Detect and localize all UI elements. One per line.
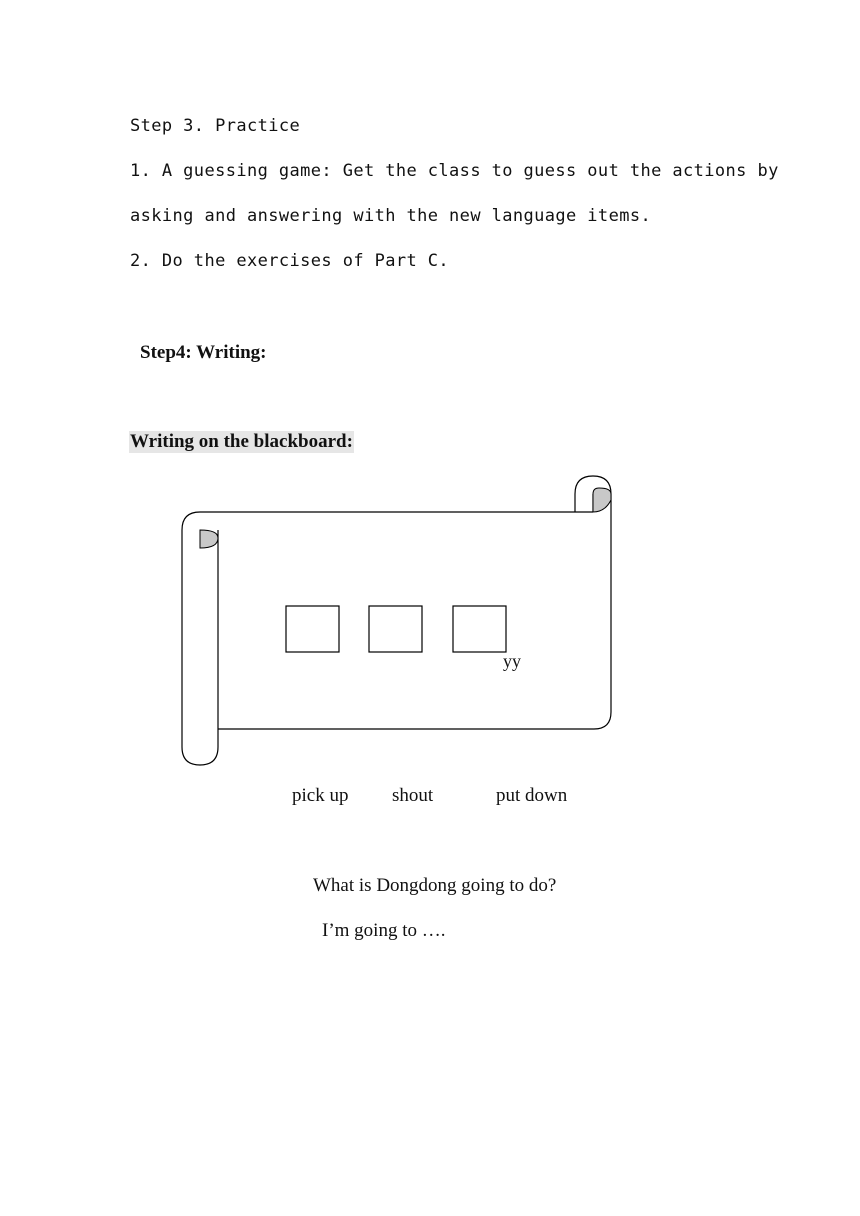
blackboard-heading: Writing on the blackboard: (130, 431, 353, 452)
blank-box-2 (369, 606, 422, 652)
step3-title: Step 3. Practice (130, 116, 301, 136)
step3-item1-line2: asking and answering with the new language items. (130, 206, 652, 226)
blank-box-3 (453, 606, 506, 652)
word-put-down: put down (496, 785, 568, 806)
blank-box-1 (286, 606, 339, 652)
word-pick-up: pick up (292, 785, 349, 806)
word-shout: shout (392, 785, 434, 806)
step3-item1-line1: 1. A guessing game: Get the class to guess out the actions by (130, 161, 779, 181)
box-note: yy (503, 651, 521, 671)
step4-title: Step4: Writing: (140, 342, 267, 363)
step3-item2: 2. Do the exercises of Part C. (130, 251, 450, 271)
question-text: What is Dongdong going to do? (313, 875, 557, 896)
answer-text: I’m going to …. (322, 920, 446, 941)
